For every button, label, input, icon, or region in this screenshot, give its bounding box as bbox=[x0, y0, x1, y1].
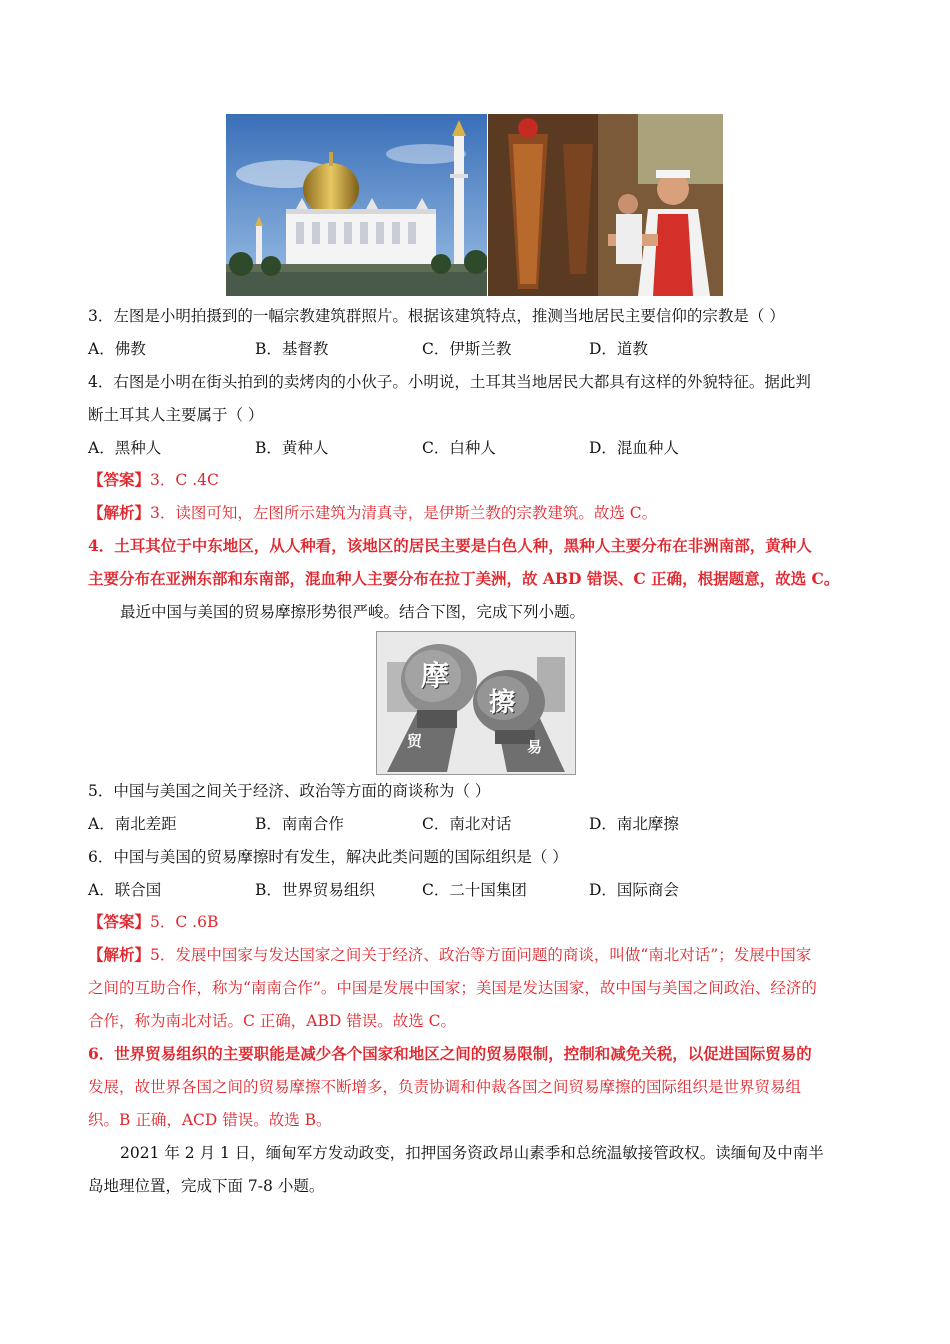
analysis-34-line1 bbox=[88, 503, 657, 523]
q6-stem: 6．中国与美国的贸易摩擦时有发生，解决此类问题的国际组织是（ ） bbox=[88, 848, 568, 866]
q6-option-d: D．国际商会 bbox=[589, 881, 679, 899]
figure-char-mo: 摩 bbox=[421, 659, 450, 692]
q6-option-a: A．联合国 bbox=[88, 881, 162, 899]
analysis-text: 5．发展中国家与发达国家之间关于经济、政治等方面问题的商谈，叫做“南北对话”；发展中国家 bbox=[150, 946, 812, 964]
q4-stem-line1: 4．右图是小明在街头拍到的卖烤肉的小伙子。小明说，土耳其当地居民大都具有这样的外貌特征。据此判 bbox=[88, 373, 811, 391]
mosque-photo bbox=[226, 114, 487, 296]
analysis-56-line1 bbox=[88, 945, 811, 965]
q5-options bbox=[88, 814, 848, 834]
q4-option-a: A．黑种人 bbox=[88, 439, 162, 457]
answer-label: 【答案】 bbox=[88, 470, 151, 489]
kebab-photo-art bbox=[488, 114, 723, 296]
q4-options bbox=[88, 438, 848, 458]
intro-56: 最近中国与美国的贸易摩擦形势很严峻。结合下图，完成下列小题。 bbox=[120, 603, 586, 621]
trade-friction-art bbox=[377, 632, 575, 774]
q3-options bbox=[88, 339, 848, 359]
analysis-34-line3: 主要分布在亚洲东部和东南部，混血种人主要分布在拉丁美洲，故 ABD 错误、C 正确，根据题意，故选 C。 bbox=[88, 569, 840, 588]
figure-char-mao: 贸 bbox=[407, 732, 423, 750]
q5-option-c: C．南北对话 bbox=[422, 815, 512, 833]
q6-options bbox=[88, 880, 848, 900]
analysis-56-line6: 织。B 正确，ACD 错误。故选 B。 bbox=[88, 1111, 332, 1129]
intro-78-line1: 2021 年 2 月 1 日，缅甸军方发动政变，扣押国务资政昂山素季和总统温敏接管政权。读缅甸及中南半 bbox=[120, 1144, 824, 1162]
answer-34 bbox=[88, 470, 219, 490]
analysis-56-line2: 之间的互助合作，称为“南南合作”。中国是发展中国家；美国是发达国家，故中国与美国之间政治、经济的 bbox=[88, 979, 817, 997]
answer-text: 3．C .4C bbox=[150, 471, 219, 489]
q4-option-d: D．混血种人 bbox=[589, 439, 679, 457]
q5-stem: 5．中国与美国之间关于经济、政治等方面的商谈称为（ ） bbox=[88, 782, 491, 800]
answer-text: 5．C .6B bbox=[150, 913, 219, 931]
mosque-photo-art bbox=[226, 114, 487, 296]
intro-78-line2: 岛地理位置，完成下面 7-8 小题。 bbox=[88, 1177, 325, 1195]
q3-option-b: B．基督教 bbox=[255, 340, 329, 358]
q5-option-d: D．南北摩擦 bbox=[589, 815, 679, 833]
q3-option-a: A．佛教 bbox=[88, 340, 146, 358]
analysis-56-line5: 发展，故世界各国之间的贸易摩擦不断增多，负责协调和仲裁各国之间贸易摩擦的国际组织是世界贸易组 bbox=[88, 1078, 802, 1096]
answer-label: 【答案】 bbox=[88, 912, 151, 931]
analysis-text: 3．读图可知，左图所示建筑为清真寺，是伊斯兰教的宗教建筑。故选 C。 bbox=[150, 504, 658, 522]
q6-option-b: B．世界贸易组织 bbox=[255, 881, 375, 899]
q4-stem-line2: 断土耳其人主要属于（ ） bbox=[88, 406, 264, 424]
analysis-34-line2: 4．土耳其位于中东地区，从人种看，该地区的居民主要是白色人种，黑种人主要分布在非洲南部，黄种人 bbox=[88, 536, 812, 555]
q4-option-c: C．白种人 bbox=[422, 439, 496, 457]
kebab-photo bbox=[488, 114, 723, 296]
q3-option-c: C．伊斯兰教 bbox=[422, 340, 512, 358]
analysis-label: 【解析】 bbox=[88, 503, 151, 522]
analysis-56-line4: 6．世界贸易组织的主要职能是减少各个国家和地区之间的贸易限制，控制和减免关税，以促进国际贸易的 bbox=[88, 1044, 812, 1063]
figure-char-ca: 擦 bbox=[489, 688, 516, 718]
analysis-label: 【解析】 bbox=[88, 945, 151, 964]
analysis-56-line3: 合作，称为南北对话。C 正确，ABD 错误。故选 C。 bbox=[88, 1012, 457, 1030]
q5-option-a: A．南北差距 bbox=[88, 815, 177, 833]
answer-56 bbox=[88, 912, 218, 932]
q6-option-c: C．二十国集团 bbox=[422, 881, 527, 899]
q5-option-b: B．南南合作 bbox=[255, 815, 344, 833]
trade-friction-figure bbox=[376, 631, 576, 775]
q3-option-d: D．道教 bbox=[589, 340, 648, 358]
figure-char-yi: 易 bbox=[527, 738, 543, 756]
q3-stem: 3．左图是小明拍摄到的一幅宗教建筑群照片。根据该建筑特点，推测当地居民主要信仰的宗教是（ ） bbox=[88, 307, 785, 325]
q4-option-b: B．黄种人 bbox=[255, 439, 329, 457]
